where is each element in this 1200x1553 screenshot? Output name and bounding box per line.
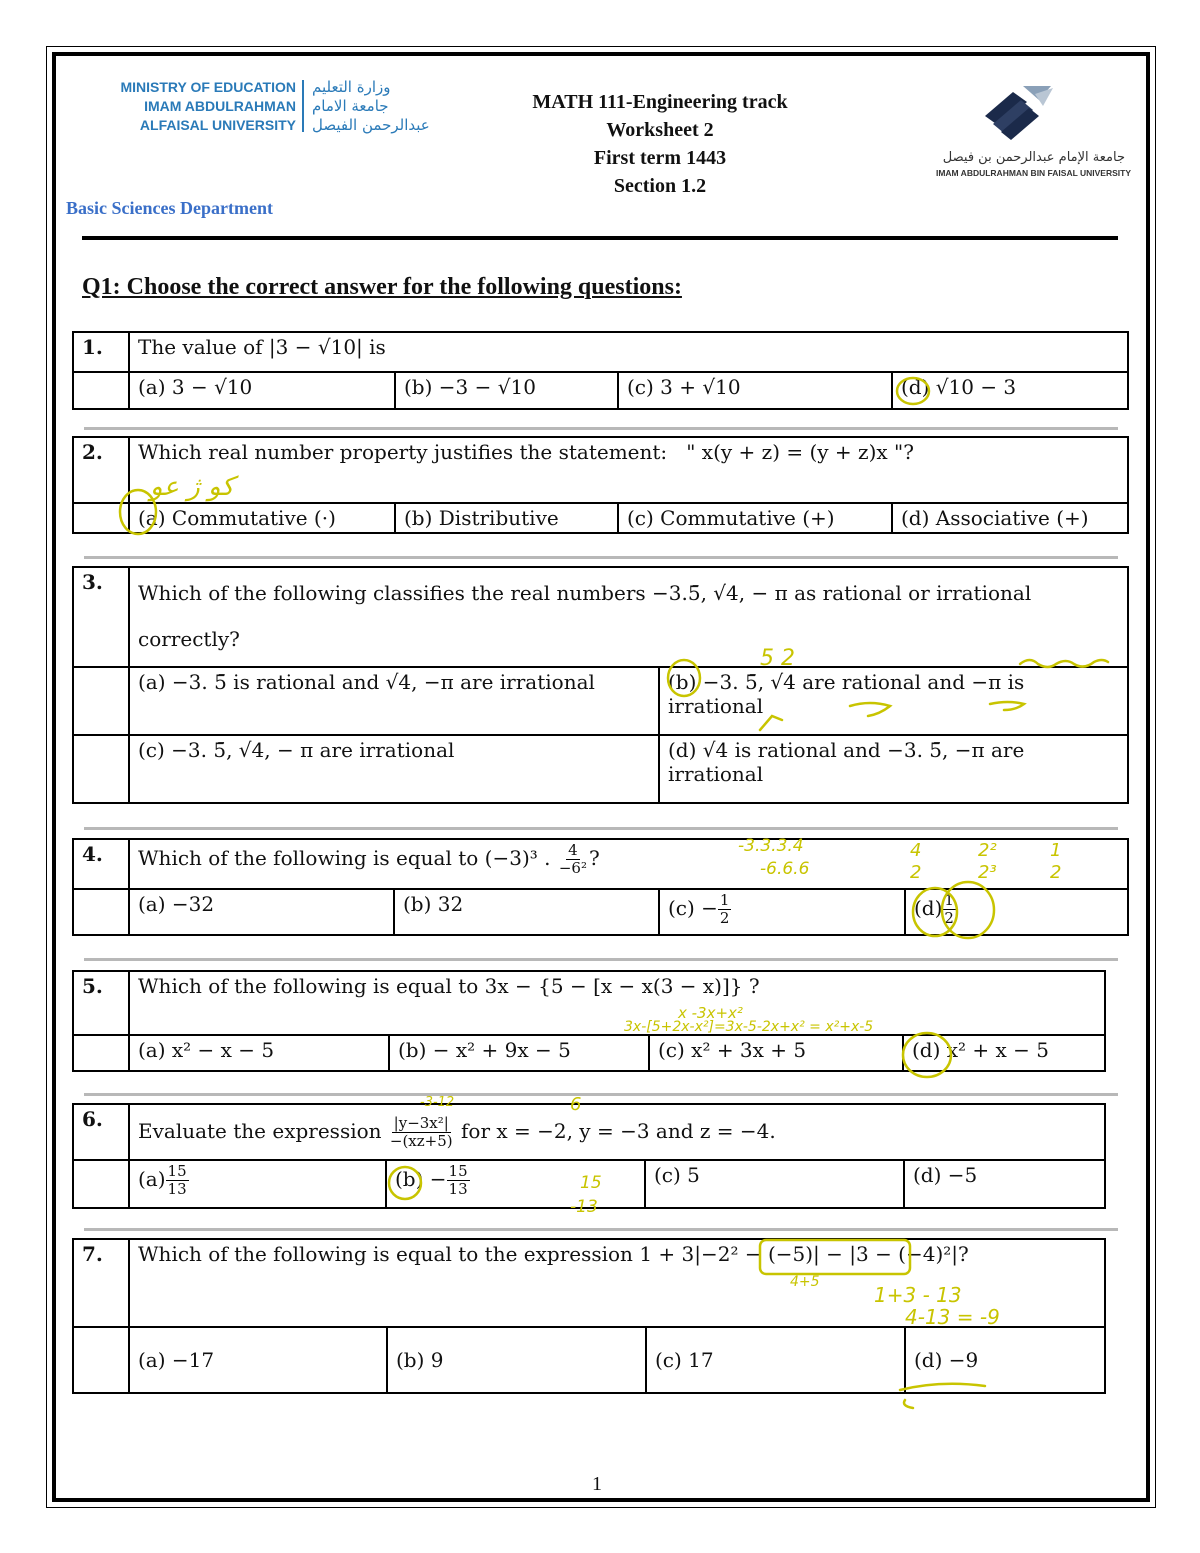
option-b[interactable]: (b) − x² + 9x − 5 [389, 1035, 649, 1071]
question-number: 5. [73, 971, 129, 1035]
stem-text: Which of the following classifies the real numbers [138, 581, 646, 605]
fraction-numerator: 4 [568, 841, 578, 859]
stem-math: (−3)³ . [484, 846, 551, 870]
course-title: MATH 111-Engineering track [532, 91, 788, 113]
question-number: 1. [73, 332, 129, 372]
fraction-numerator: 1 [944, 891, 954, 909]
blank-cell [73, 667, 129, 735]
ministry-ar-line-3: عبدالرحمن الفيصل [312, 116, 430, 134]
separator [84, 958, 1118, 961]
option-a[interactable]: (a) −3. 5̄ is rational and √4, −π are irrational [129, 667, 659, 735]
q4-work-3: 4 [910, 840, 922, 861]
option-d[interactable] [905, 889, 1128, 935]
question-stem [129, 437, 1128, 503]
question-stem [129, 567, 1128, 667]
q4-work-2: -6.6.6 [760, 859, 810, 879]
option-c-fraction [718, 892, 732, 927]
blank-cell [73, 372, 129, 409]
ministry-ar-line-2: جامعة الامام [312, 97, 389, 115]
stem-text: Which of the following is equal to [138, 846, 479, 870]
section-label: Section 1.2 [613, 175, 707, 197]
question-3-table [72, 566, 1129, 804]
stem-text: Which of the following is equal to the expression [138, 1242, 633, 1266]
fraction-denominator: 13 [448, 1180, 468, 1198]
page-number: 1 [592, 1473, 602, 1495]
question-7-table [72, 1238, 1106, 1394]
q7-work-3: 4-13 = -9 [905, 1305, 1000, 1329]
stem-math: −3.5̄, √4, − π [652, 581, 788, 605]
q7-work-2: 1+3 - 13 [874, 1283, 962, 1307]
separator [84, 556, 1118, 559]
fraction-denominator: −(xz+5) [389, 1132, 453, 1150]
option-c[interactable]: (c) 3 + √10 [618, 372, 892, 409]
question-stem [129, 1104, 1105, 1160]
option-d[interactable]: (d) −5 [904, 1160, 1105, 1208]
option-a-label: (a) [138, 1167, 166, 1191]
q4-work-7: 1 [1050, 840, 1062, 861]
option-d-label: (d) [914, 896, 943, 920]
stem-text: Evaluate the expression [138, 1119, 382, 1143]
university-emblem-icon [905, 82, 1135, 148]
question-number: 4. [73, 839, 129, 889]
option-d[interactable]: (d) √4 is rational and −3. 5̄, −π are irrational [659, 735, 1128, 803]
question-stem [129, 971, 1105, 1035]
option-b[interactable]: (b) Distributive [395, 503, 618, 533]
q4-work-8: 2 [1050, 862, 1062, 883]
fraction-numerator: 15 [167, 1162, 187, 1180]
question-6-table [72, 1103, 1106, 1209]
option-c[interactable]: (c) 5 [645, 1160, 904, 1208]
option-a[interactable]: (a) Commutative (·) [129, 503, 395, 533]
q6-work-1: -3-12 [420, 1095, 455, 1110]
separator [84, 1228, 1118, 1231]
option-a[interactable]: (a) −17 [129, 1327, 387, 1393]
q7-work-1: 4+5 [790, 1274, 820, 1290]
q6-work-4: -13 [570, 1197, 598, 1217]
option-b[interactable]: (b) 9 [387, 1327, 646, 1393]
option-c-label: (c) − [668, 896, 718, 920]
option-a[interactable]: (a) x² − x − 5 [129, 1035, 389, 1071]
option-b[interactable]: (b) −3. 5̄, √4 are rational and −π is irrational [659, 667, 1128, 735]
blank-cell [73, 503, 129, 533]
worksheet-number: Worksheet 2 [606, 119, 714, 141]
option-a[interactable]: (a) −32 [129, 889, 394, 935]
q4-work-4: 2 [910, 862, 922, 883]
option-b-label: (b) − [395, 1167, 447, 1191]
fraction-denominator: 2 [944, 909, 954, 927]
fraction-numerator: 15 [448, 1162, 468, 1180]
term-label: First term 1443 [593, 147, 727, 169]
q5-work-1: x -3x+x² [678, 1004, 743, 1022]
option-a[interactable]: (a) 3 − √10 [129, 372, 395, 409]
option-d[interactable]: (d) −9 [905, 1327, 1105, 1393]
stem-text: Which real number property justifies the statement: [138, 440, 668, 464]
question-number: 2. [73, 437, 129, 503]
option-b-fraction [447, 1163, 470, 1198]
question-number: 6. [73, 1104, 129, 1160]
logo-divider [302, 80, 304, 132]
option-d[interactable]: (d) Associative (+) [892, 503, 1128, 533]
stem-text: Which of the following is equal to [138, 974, 479, 998]
q3-handwriting: 5 2 [760, 646, 795, 671]
ministry-ar-line-1: وزارة التعليم [312, 78, 391, 96]
option-c[interactable]: (c) x² + 3x + 5 [649, 1035, 903, 1071]
stem-math: 1 + 3|−2² − (−5)| − |3 − (−4)²|? [639, 1242, 969, 1266]
q6-work-2: 6 [570, 1094, 582, 1115]
ministry-logo [96, 78, 476, 138]
stem-text-end: is [369, 335, 386, 359]
blank-cell [73, 1160, 129, 1208]
separator [84, 1093, 1118, 1096]
fraction-denominator: 13 [167, 1180, 187, 1198]
ministry-line-2: IMAM ABDULRAHMAN [144, 98, 296, 114]
fraction-numerator: |y−3x²| [393, 1114, 449, 1132]
stem-text-end: ? [588, 846, 600, 870]
q2-handwriting: کو ژ عو [150, 472, 234, 502]
blank-cell [73, 1327, 129, 1393]
blank-cell [73, 889, 129, 935]
stem-fraction [388, 1115, 455, 1150]
question-number: 3. [73, 567, 129, 667]
question-5-table [72, 970, 1106, 1072]
fraction-numerator: 1 [719, 891, 730, 909]
separator [84, 827, 1118, 830]
question-stem [129, 839, 1128, 889]
department-label: Basic Sciences Department [66, 198, 273, 218]
option-d[interactable]: (d) x² + x − 5 [903, 1035, 1105, 1071]
ministry-line-1: MINISTRY OF EDUCATION [120, 79, 296, 95]
q6-work-3: 15 [580, 1173, 602, 1193]
stem-math: " x(y + z) = (y + z)x "? [686, 440, 914, 464]
stem-math: |3 − √10| [268, 335, 363, 359]
option-a[interactable] [129, 1160, 386, 1208]
stem-fraction [557, 842, 589, 877]
q4-work-1: -3.3.3.4 [738, 836, 804, 856]
blank-cell [73, 735, 129, 803]
blank-cell [73, 1035, 129, 1071]
question-stem [129, 332, 1128, 372]
question-stem [129, 1239, 1105, 1327]
option-c[interactable]: (c) 17 [646, 1327, 905, 1393]
university-name-ar: جامعة الإمام عبدالرحمن بن فيصل [942, 150, 1125, 165]
stem-math: for x = −2, y = −3 and z = −4. [461, 1119, 776, 1143]
option-b[interactable]: (b) −3 − √10 [395, 372, 618, 409]
ministry-line-3: ALFAISAL UNIVERSITY [139, 117, 296, 133]
stem-text: The value of [138, 335, 263, 359]
option-d[interactable]: (d) √10 − 3 [892, 372, 1128, 409]
question-number: 7. [73, 1239, 129, 1327]
stem-text-end: as rational or irrational correctly? [138, 581, 1032, 651]
q4-work-6: 2³ [978, 862, 997, 883]
question-2-table [72, 436, 1129, 534]
separator [84, 427, 1118, 430]
question-1-table [72, 331, 1129, 410]
fraction-denominator: −6² [558, 859, 587, 877]
university-name-en: IMAM ABDULRAHMAN BIN FAISAL UNIVERSITY [935, 168, 1131, 178]
option-b[interactable] [386, 1160, 645, 1208]
option-d-fraction [942, 892, 956, 927]
university-logo [905, 82, 1135, 182]
q1-heading: Q1: Choose the correct answer for the following questions: [82, 274, 682, 300]
q5-work-2: 3x-[5+2x-x²]=3x-5-2x+x² = x²+x-5 [624, 1019, 874, 1035]
option-c[interactable]: (c) Commutative (+) [618, 503, 892, 533]
option-c[interactable] [659, 889, 905, 935]
header-rule [82, 236, 1118, 240]
stem-math: 3x − {5 − [x − x(3 − x)]} ? [484, 974, 760, 998]
option-b[interactable]: (b) 32 [394, 889, 659, 935]
option-a-fraction [166, 1163, 189, 1198]
option-c[interactable]: (c) −3. 5̄, √4, − π are irrational [129, 735, 659, 803]
question-4-table [72, 838, 1129, 936]
fraction-denominator: 2 [719, 909, 730, 927]
q4-work-5: 2² [978, 840, 997, 861]
worksheet-title [480, 88, 840, 200]
